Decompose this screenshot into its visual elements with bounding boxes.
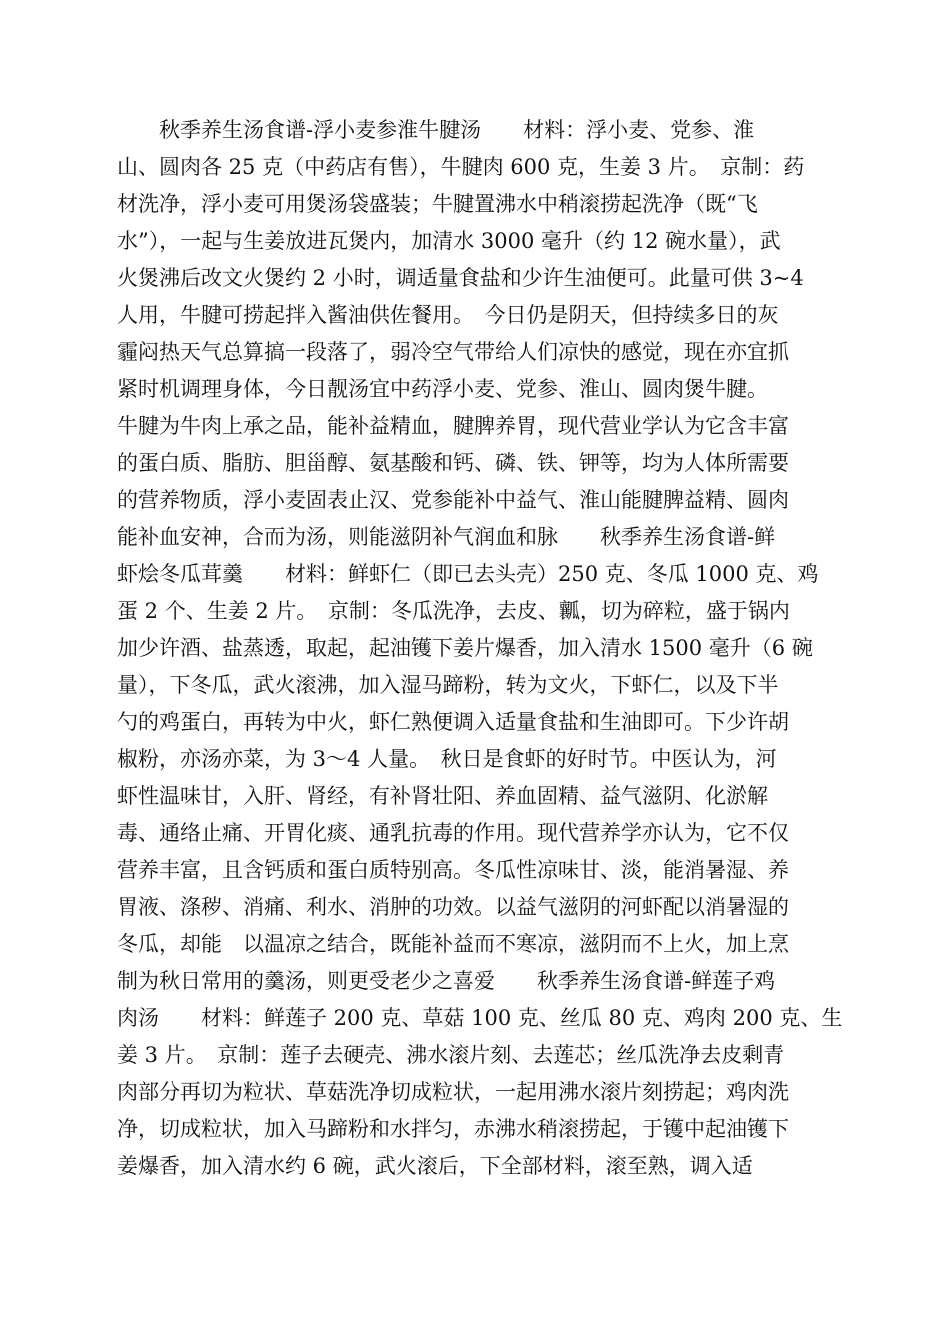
text-line: 营养丰富，且含钙质和蛋白质特别高。冬瓜性凉味甘、淡，能消暑湿、养 bbox=[117, 858, 789, 882]
text-line: 虾性温味甘，入肝、肾经，有补肾壮阳、养血固精、益气滋阴、化淤解 bbox=[117, 784, 768, 808]
text-line: 肉汤 材料：鲜莲子 200 克、草菇 100 克、丝瓜 80 克、鸡肉 200 克、生 bbox=[117, 1006, 843, 1030]
text-line: 水”），一起与生姜放进瓦煲内，加清水 3000 毫升（约 12 碗水量），武 bbox=[117, 229, 781, 253]
text-line: 火煲沸后改文火煲约 2 小时，调适量食盐和少许生油便可。此量可供 3~4 bbox=[117, 266, 804, 290]
text-line: 净，切成粒状，加入马蹄粉和水拌匀，赤沸水稍滚捞起，于镬中起油镬下 bbox=[117, 1117, 789, 1141]
text-line: 胃液、涤秽、消痛、利水、消肿的功效。以益气滋阴的河虾配以消暑湿的 bbox=[117, 895, 789, 919]
text-line: 加少许酒、盐蒸透，取起，起油镬下姜片爆香，加入清水 1500 毫升（6 碗 bbox=[117, 636, 813, 660]
text-line: 虾烩冬瓜茸羹 材料：鲜虾仁（即已去头壳）250 克、冬瓜 1000 克、鸡 bbox=[117, 562, 819, 586]
text-line: 量），下冬瓜，武火滚沸，加入湿马蹄粉，转为文火，下虾仁，以及下半 bbox=[117, 673, 779, 697]
text-line: 勺的鸡蛋白，再转为中火，虾仁熟便调入适量食盐和生油即可。下少许胡 bbox=[117, 710, 789, 734]
text-line: 牛腱为牛肉上承之品，能补益精血，腱脾养胃，现代营业学认为它含丰富 bbox=[117, 414, 789, 438]
text-line: 的蛋白质、脂肪、胆甾醇、氨基酸和钙、磷、铁、钾等，均为人体所需要 bbox=[117, 451, 789, 475]
text-line: 制为秋日常用的羹汤，则更受老少之喜爱 秋季养生汤食谱-鲜莲子鸡 bbox=[117, 969, 776, 993]
text-line: 能补血安神，合而为汤，则能滋阴补气润血和脉 秋季养生汤食谱-鲜 bbox=[117, 525, 776, 549]
article-body bbox=[117, 112, 843, 1185]
text-line: 毒、通络止痛、开胃化痰、通乳抗毒的作用。现代营养学亦认为，它不仅 bbox=[117, 821, 789, 845]
text-line: 姜爆香，加入清水约 6 碗，武火滚后，下全部材料，滚至熟，调入适 bbox=[117, 1154, 753, 1178]
text-line: 秋季养生汤食谱-浮小麦参淮牛腱汤 材料：浮小麦、党参、淮 bbox=[117, 118, 755, 142]
text-line: 蛋 2 个、生姜 2 片。 京制：冬瓜洗净，去皮、瓤，切为碎粒，盛于锅内 bbox=[117, 599, 790, 623]
text-line: 人用，牛腱可捞起拌入酱油供佐餐用。 今日仍是阴天，但持续多日的灰 bbox=[117, 303, 779, 327]
text-line: 的营养物质，浮小麦固表止汉、党参能补中益气、淮山能腱脾益精、圆肉 bbox=[117, 488, 789, 512]
text-line: 材洗净，浮小麦可用煲汤袋盛装；牛腱置沸水中稍滚捞起洗净（既“飞 bbox=[117, 192, 758, 216]
text-line: 肉部分再切为粒状、草菇洗净切成粒状，一起用沸水滚片刻捞起；鸡肉洗 bbox=[117, 1080, 789, 1104]
text-line: 紧时机调理身体，今日靓汤宜中药浮小麦、党参、淮山、圆肉煲牛腱。 bbox=[117, 377, 768, 401]
text-line: 椒粉，亦汤亦菜，为 3～4 人量。 秋日是食虾的好时节。中医认为，河 bbox=[117, 747, 777, 771]
text-line: 山、圆肉各 25 克（中药店有售），牛腱肉 600 克，生姜 3 片。 京制：药 bbox=[117, 155, 805, 179]
text-line: 霾闷热天气总算搞一段落了，弱冷空气带给人们凉快的感觉，现在亦宜抓 bbox=[117, 340, 789, 364]
text-line: 姜 3 片。 京制：莲子去硬壳、沸水滚片刻、去莲芯；丝瓜洗净去皮剩青 bbox=[117, 1043, 785, 1067]
text-line: 冬瓜，却能 以温凉之结合，既能补益而不寒凉，滋阴而不上火，加上烹 bbox=[117, 932, 789, 956]
